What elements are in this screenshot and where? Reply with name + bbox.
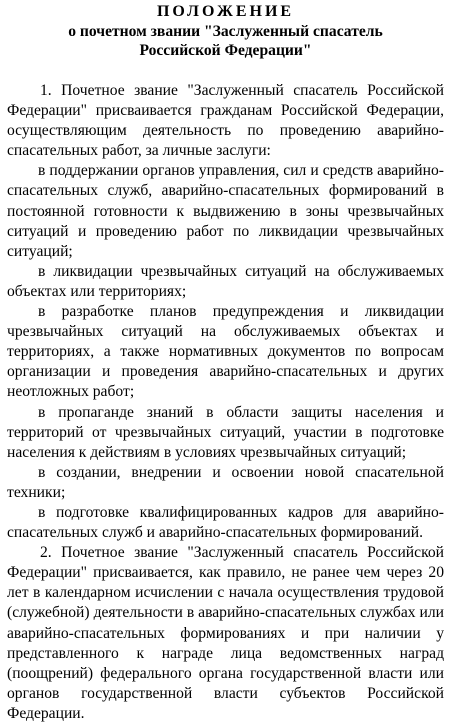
document-subtitle bbox=[7, 22, 444, 60]
list-item: в поддержании органов управления, сил и средств аварийно-спасательных служб, аварийно-спасательных формирований в постоянной готовности к выдвижению в зоны чрезвычайных ситуаций и проведению работ по ликвидации чрезвычайных ситуаций; bbox=[7, 162, 444, 260]
paragraph-1: 1. Почетное звание "Заслуженный спасатель Российской Федерации" присваивается гражданам Российской Федерации, осуществляющим деятельность по проведению аварийно-спасательных работ, за личные заслуги: bbox=[7, 82, 444, 160]
list-item: в ликвидации чрезвычайных ситуаций на обслуживаемых объектах или территориях; bbox=[7, 262, 444, 300]
list-item: в подготовке квалифицированных кадров для аварийно-спасательных служб и аварийно-спасательных формирований. bbox=[7, 503, 444, 542]
subtitle-line-2: Российской Федерации" bbox=[139, 42, 312, 59]
subtitle-line-1: о почетном звании "Заслуженный спасатель bbox=[68, 23, 383, 40]
title-spacer bbox=[7, 60, 444, 81]
list-item: в создании, внедрении и освоении новой спасательной техники; bbox=[7, 463, 444, 501]
list-item: в пропаганде знаний в области защиты населения и территорий от чрезвычайных ситуаций, участии в подготовке населения к действиям в условиях чрезвычайных ситуаций; bbox=[7, 403, 444, 461]
paragraph-2: 2. Почетное звание "Заслуженный спасатель Российской Федерации" присваивается, как правило, не ранее чем через 20 лет в календарном исчислении с начала осуществления трудовой (служебной) деятельности в аварийно-спасательных службах или аварийно-спасательных формированиях и при наличии у представленного к награде лица ведомственных наград (поощрений) федерального органа государственной власти или органов государственной власти субъектов Российской Федерации. bbox=[7, 544, 444, 722]
document-title: ПОЛОЖЕНИЕ bbox=[156, 3, 295, 20]
list-item: в разработке планов предупреждения и ликвидации чрезвычайных ситуаций на обслуживаемых объектах и территориях, а также нормативных документов по вопросам организации и проведения аварийно-спасательных и других неотложных работ; bbox=[7, 303, 444, 401]
